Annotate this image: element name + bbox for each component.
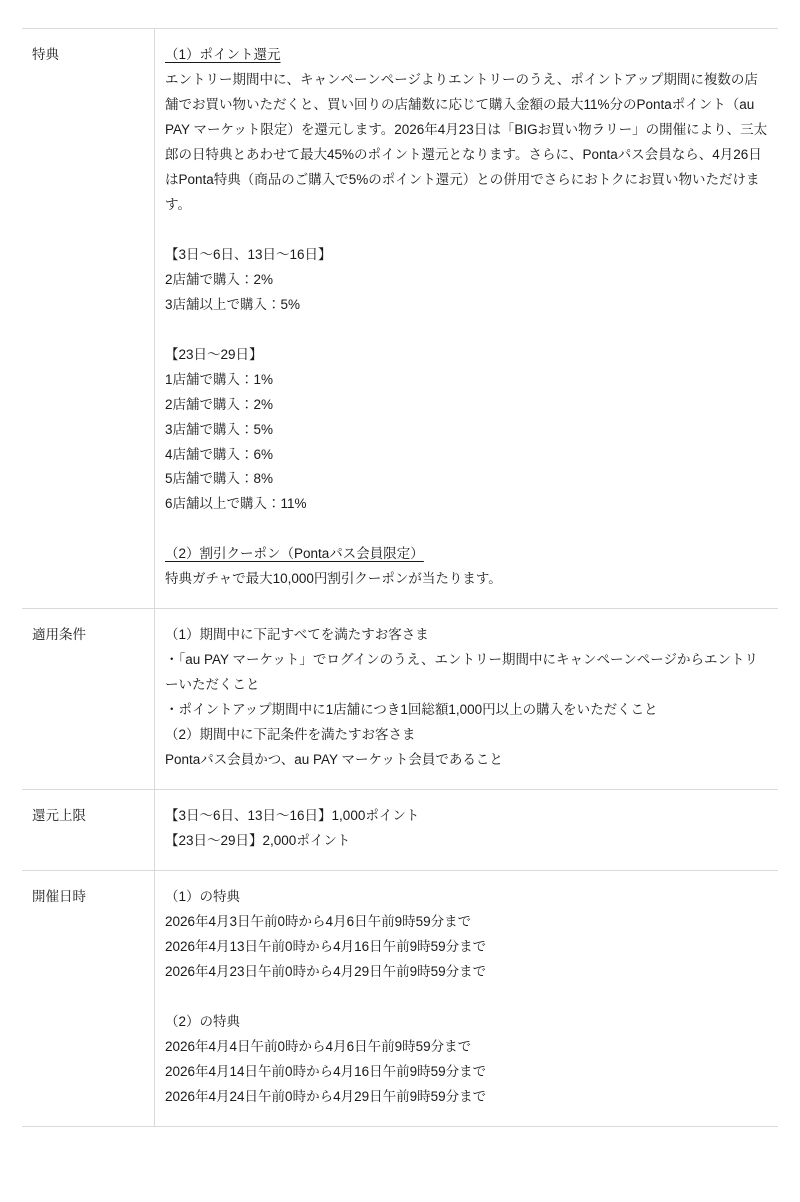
benefit-heading-2: （2）割引クーポン（Pontaパス会員限定） xyxy=(165,546,424,562)
row-content-conditions xyxy=(155,609,779,790)
schedule-heading-1: （1）の特典 xyxy=(165,889,241,905)
condition-item: Pontaパス会員かつ、au PAY マーケット会員であること xyxy=(165,752,503,768)
spacer xyxy=(165,218,768,243)
schedule-item: 2026年4月14日午前0時から4月16日午前9時59分まで xyxy=(165,1063,487,1079)
table-row xyxy=(22,871,778,1127)
table-body xyxy=(22,29,778,1127)
row-content-schedule xyxy=(155,871,779,1127)
schedule-item: 2026年4月4日午前0時から4月6日午前9時59分まで xyxy=(165,1038,472,1054)
row-label-benefits: 特典 xyxy=(22,29,155,609)
rate-group-heading-b: 【23日〜29日】 xyxy=(165,346,263,362)
spacer xyxy=(165,318,768,343)
schedule-item: 2026年4月23日午前0時から4月29日午前9時59分まで xyxy=(165,963,487,979)
cap-item: 【3日〜6日、13日〜16日】1,000ポイント xyxy=(165,808,420,824)
rate-item: 5店舗で購入：8% xyxy=(165,471,274,487)
condition-item: ・「au PAY マーケット」でログインのうえ、エントリー期間中にキャンペーンページからエントリーいただくこと xyxy=(165,652,758,693)
table-row xyxy=(22,609,778,790)
condition-heading-1: （1）期間中に下記すべてを満たすお客さま xyxy=(165,627,429,643)
spacer xyxy=(165,985,768,1010)
schedule-item: 2026年4月13日午前0時から4月16日午前9時59分まで xyxy=(165,939,487,954)
campaign-terms-table xyxy=(22,28,778,1127)
condition-item: ・ポイントアップ期間中に1店舗につき1回総額1,000円以上の購入をいただくこと xyxy=(165,702,658,718)
coupon-description: 特典ガチャで最大10,000円割引クーポンが当たります。 xyxy=(165,571,502,587)
schedule-item: 2026年4月24日午前0時から4月29日午前9時59分まで xyxy=(165,1088,487,1104)
rate-item: 2店舗で購入：2% xyxy=(165,271,274,287)
table-row xyxy=(22,790,778,871)
rate-item: 3店舗で購入：5% xyxy=(165,421,274,437)
condition-heading-2: （2）期間中に下記条件を満たすお客さま xyxy=(165,727,416,743)
row-content-cap xyxy=(155,790,779,871)
cap-item: 【23日〜29日】2,000ポイント xyxy=(165,833,351,849)
benefit-heading-1: （1）ポイント還元 xyxy=(165,47,281,62)
table-row xyxy=(22,29,778,609)
row-label-conditions: 適用条件 xyxy=(22,609,155,790)
rate-item: 2店舗で購入：2% xyxy=(165,396,274,412)
rate-item: 4店舗で購入：6% xyxy=(165,446,274,462)
schedule-item: 2026年4月3日午前0時から4月6日午前9時59分まで xyxy=(165,914,472,930)
rate-item: 3店舗以上で購入：5% xyxy=(165,296,301,312)
benefit-description: エントリー期間中に、キャンペーンページよりエントリーのうえ、ポイントアップ期間に複数の店舗でお買い物いただくと、買い回りの店舗数に応じて購入金額の最大11%分のPontaポイント（au PAY マーケット限定）を還元します。2026年4月23日は「BIGお買い物ラリー」の開催により、三太郎の日特典とあわせて最大45%のポイント還元となります。さらに、Pontaパス会員なら、4月26日はPonta特典（商品のご購入で5%のポイント還元）との併用でさらにおトクにお買い物いただけます。 xyxy=(165,71,768,212)
rate-item: 6店舗以上で購入：11% xyxy=(165,496,307,512)
row-label-cap: 還元上限 xyxy=(22,790,155,871)
rate-item: 1店舗で購入：1% xyxy=(165,371,274,387)
row-content-benefits xyxy=(155,29,779,609)
schedule-heading-2: （2）の特典 xyxy=(165,1013,241,1029)
spacer xyxy=(165,517,768,542)
row-label-schedule: 開催日時 xyxy=(22,871,155,1127)
rate-group-heading-a: 【3日〜6日、13日〜16日】 xyxy=(165,246,332,262)
